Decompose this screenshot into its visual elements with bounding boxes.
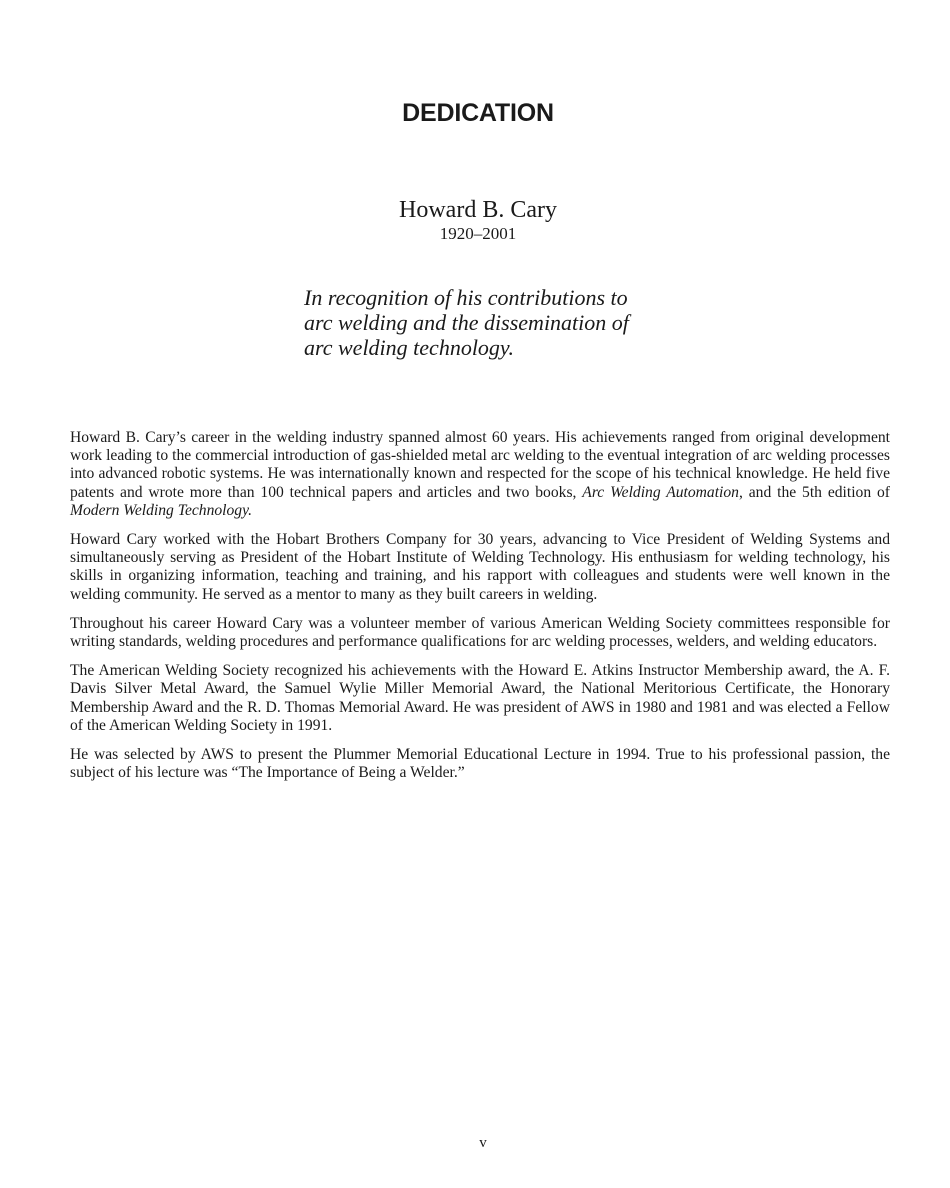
book-title-arc-welding-automation: Arc Welding Automation — [582, 483, 739, 501]
biography-paragraph-lecture: He was selected by AWS to present the Plummer Memorial Educational Lecture in 1994. True to his professional passion, the subject of his lecture was “The Importance of Being a Welder.” — [70, 746, 890, 782]
recognition-statement — [304, 285, 724, 360]
page-title: DEDICATION — [402, 99, 554, 127]
recognition-line: arc welding technology. — [304, 335, 514, 360]
paragraph-text: Howard B. Cary’s career in the welding industry spanned almost 60 years. His achievements ranged from original development work leading to the commercial introduction of gas-shielded metal arc welding to the eventual integration of arc welding processes into advanced robotic systems. He was internationally known and respected for the scope of his technical knowledge. He held five patents and wrote more than 100 technical papers and articles and two books, — [70, 429, 890, 501]
recognition-line: In recognition of his contributions to — [304, 285, 628, 310]
biography-paragraph-hobart: Howard Cary worked with the Hobart Brothers Company for 30 years, advancing to Vice President of Welding Systems and simultaneously serving as President of the Hobart Institute of Welding Technology. His enthusiasm for welding technology, his skills in organizing information, teaching and training, and his rapport with colleagues and students were well known in the welding community. He served as a mentor to many as they built careers in welding. — [70, 531, 890, 603]
biography-paragraph-awards: The American Welding Society recognized his achievements with the Howard E. Atkins Instructor Membership award, the A. F. Davis Silver Metal Award, the Samuel Wylie Miller Memorial Award, the National Meritorious Certificate, the Honorary Membership Award and the R. D. Thomas Memorial Award. He was president of AWS in 1980 and 1981 and was elected a Fellow of the American Welding Society in 1991. — [70, 662, 890, 734]
biography-paragraph-career — [70, 429, 890, 520]
book-title-modern-welding-technology: Modern Welding Technology. — [70, 501, 253, 519]
honoree-name: Howard B. Cary — [399, 197, 557, 223]
honoree-years: 1920–2001 — [439, 224, 517, 243]
biography-paragraph-aws-committees: Throughout his career Howard Cary was a volunteer member of various American Welding Society committees responsible for writing standards, welding procedures and performance qualifications for arc welding processes, welders, and welding educators. — [70, 614, 890, 651]
recognition-line: arc welding and the dissemination of — [304, 310, 629, 335]
biography-text — [70, 429, 890, 793]
page-number: v — [479, 1135, 487, 1151]
paragraph-text: , and the 5th edition of — [738, 483, 890, 501]
